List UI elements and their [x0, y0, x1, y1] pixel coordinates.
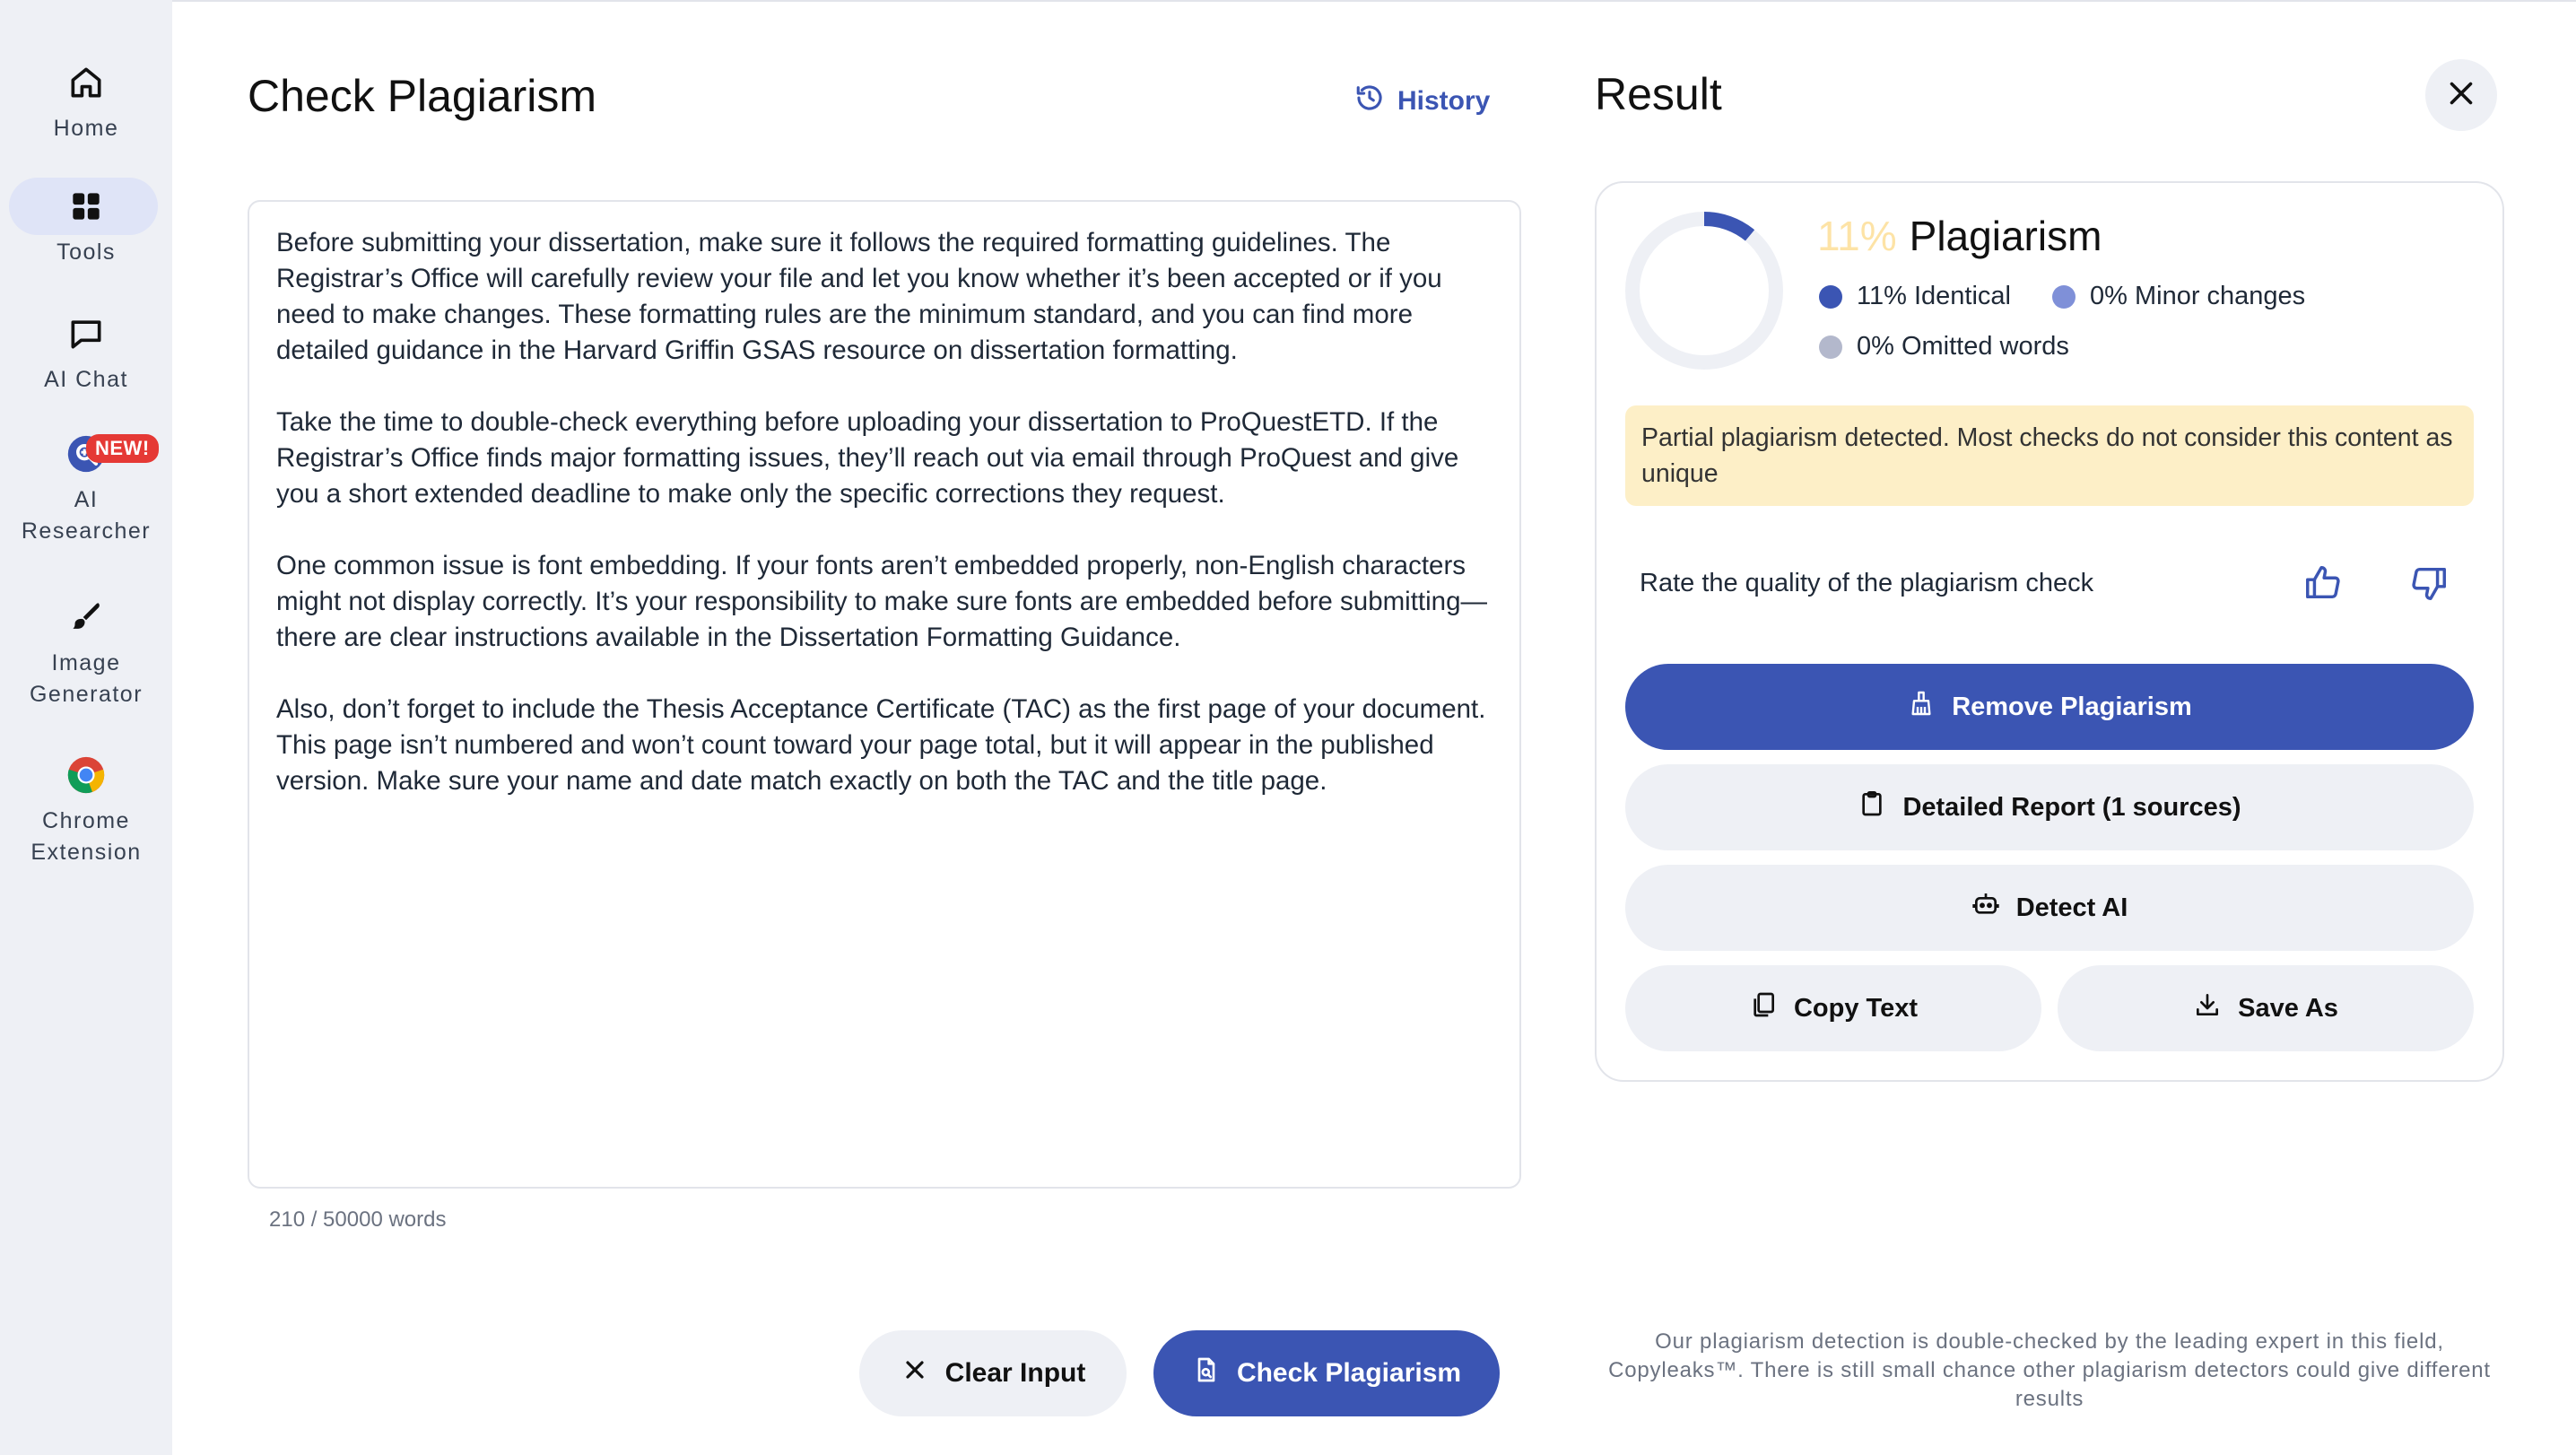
brush-clean-icon	[1907, 689, 1936, 725]
plagiarism-alert: Partial plagiarism detected. Most checks do not consider this content as unique	[1625, 405, 2474, 506]
plagiarism-percent: 11%	[1817, 213, 1897, 259]
text-paragraph: Also, don’t forget to include the Thesis Acceptance Certificate (TAC) as the first page of your document. This page isn’t numbered and won’t count toward your page total, but it will appear in the published version. Make sure your name and date match exactly on both the TAC and the title page.	[276, 694, 1486, 796]
copy-icon	[1749, 990, 1778, 1026]
sidebar-item-image-generator[interactable]	[0, 592, 172, 710]
sidebar-item-label-line1: Image	[51, 650, 121, 675]
thumbs-down-icon	[2408, 562, 2450, 608]
history-icon	[1354, 83, 1385, 120]
sidebar-item-label-line2: Generator	[29, 682, 144, 707]
brush-icon	[61, 592, 111, 642]
home-icon	[61, 57, 111, 108]
copy-text-button[interactable]	[1625, 965, 2041, 1051]
ring-track	[1632, 219, 1776, 362]
close-result-button[interactable]	[2425, 59, 2497, 131]
thumbs-up-button[interactable]	[2298, 560, 2348, 610]
save-as-button[interactable]	[2058, 965, 2474, 1051]
sidebar-item-label-line2: Extension	[30, 840, 142, 865]
legend-dot	[1819, 285, 1842, 309]
sidebar	[0, 0, 172, 1455]
remove-plagiarism-button[interactable]	[1625, 664, 2474, 750]
copy-text-label: Copy Text	[1793, 993, 1919, 1023]
result-title: Result	[1595, 69, 1722, 119]
clear-input-button[interactable]	[859, 1330, 1127, 1416]
close-icon	[2445, 77, 2477, 114]
legend-dot	[2052, 285, 2076, 309]
plagiarism-score-ring	[1622, 208, 1787, 373]
clipboard-icon	[1858, 789, 1886, 825]
sidebar-item-home[interactable]	[0, 57, 172, 144]
document-search-icon	[1192, 1355, 1221, 1391]
detect-ai-label: Detect AI	[2015, 893, 2128, 922]
legend-identical	[1819, 282, 2011, 311]
sidebar-item-label-line1: Chrome	[42, 808, 130, 833]
detailed-report-button[interactable]	[1625, 764, 2474, 850]
close-icon	[901, 1355, 929, 1391]
legend-label: 11% Identical	[1857, 282, 2011, 310]
plagiarism-word: Plagiarism	[1909, 213, 2102, 259]
sidebar-item-label-line2: Researcher	[21, 518, 152, 544]
page-title: Check Plagiarism	[248, 71, 597, 121]
robot-icon	[1971, 890, 2000, 926]
legend-omitted-words	[1819, 332, 2069, 362]
rate-quality-text: Rate the quality of the plagiarism check	[1640, 569, 2094, 597]
sidebar-item-label-line1: AI	[74, 487, 99, 512]
new-badge: NEW!	[86, 434, 159, 463]
sidebar-item-label: AI Chat	[44, 367, 128, 392]
chrome-icon	[61, 750, 111, 800]
text-paragraph: Before submitting your dissertation, make sure it follows the required formatting guidelines. The Registrar’s Office will carefully review your file and let you know whether it’s been accepted or if you need to make changes. These formatting rules are the minimum standard, and you can find more detailed guidance in the Harvard Griffin GSAS resource on dissertation formatting.	[276, 228, 1442, 365]
text-paragraph: One common issue is font embedding. If your fonts aren’t embedded properly, non-English characters might not display correctly. It’s your responsibility to make sure fonts are embedded before submitting—there are clear instructions available in the Dissertation Formatting Guidance.	[276, 551, 1487, 652]
save-as-label: Save As	[2238, 993, 2338, 1023]
grid-icon	[61, 181, 111, 231]
thumbs-up-icon	[2302, 562, 2344, 608]
history-label: History	[1397, 86, 1491, 116]
detect-ai-button[interactable]	[1625, 865, 2474, 951]
text-input-area[interactable]	[248, 200, 1521, 1189]
legend-minor-changes	[2052, 282, 2305, 311]
sidebar-item-label: Home	[53, 116, 119, 141]
sidebar-item-label: Tools	[57, 240, 116, 265]
legend-dot	[1819, 335, 1842, 359]
history-button[interactable]	[1354, 83, 1490, 120]
legend-label: 0% Minor changes	[2090, 282, 2306, 310]
legend-label: 0% Omitted words	[1857, 332, 2069, 361]
sidebar-item-chrome-extension[interactable]	[0, 750, 172, 868]
sidebar-item-ai-chat[interactable]	[0, 309, 172, 396]
check-plagiarism-label: Check Plagiarism	[1236, 1358, 1462, 1388]
top-divider	[0, 0, 2576, 2]
check-plagiarism-button[interactable]	[1153, 1330, 1500, 1416]
sidebar-item-tools[interactable]	[0, 181, 172, 268]
download-icon	[2193, 990, 2222, 1026]
plagiarism-score	[1817, 212, 2102, 260]
word-count: 210 / 50000 words	[269, 1207, 447, 1232]
disclaimer-note: Our plagiarism detection is double-checked by the leading expert in this field, Copyleaks™. There is still small chance other plagiarism detectors could give different results	[1608, 1329, 2491, 1411]
remove-plagiarism-label: Remove Plagiarism	[1952, 692, 2192, 721]
thumbs-down-button[interactable]	[2404, 560, 2454, 610]
chat-icon	[61, 309, 111, 359]
clear-input-label: Clear Input	[944, 1358, 1086, 1388]
detailed-report-label: Detailed Report (1 sources)	[1902, 792, 2241, 822]
text-paragraph: Take the time to double-check everything before uploading your dissertation to ProQuestETD. If the Registrar’s Office finds major formatting issues, they’ll reach out via email through ProQuest and give you a short extended deadline to make only the specific corrections they request.	[276, 407, 1459, 509]
